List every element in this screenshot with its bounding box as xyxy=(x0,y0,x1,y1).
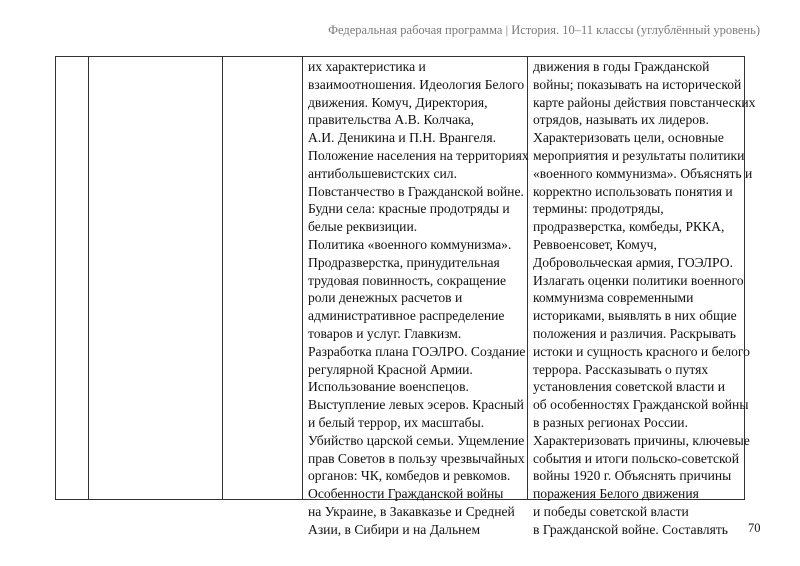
text-line: прав Советов в пользу чрезвычайных xyxy=(308,450,525,466)
text-line: коммунизма современными xyxy=(533,290,694,306)
text-line: белые реквизиции. xyxy=(308,219,418,235)
text-line: регулярной Красной Армии. xyxy=(308,361,473,377)
text-line: об особенностях Гражданской войны xyxy=(533,397,749,413)
column-divider xyxy=(222,57,223,499)
text-line: «военного коммунизма». Объяснять и xyxy=(533,165,753,181)
text-line: положения и различия. Раскрывать xyxy=(533,325,736,341)
text-line: Повстанчество в Гражданской войне. xyxy=(308,183,524,199)
text-line: трудовая повинность, сокращение xyxy=(308,272,507,288)
text-line: Убийство царской семьи. Ущемление xyxy=(308,432,525,448)
activities-cell xyxy=(533,58,755,539)
text-line: на Украине, в Закавказье и Средней xyxy=(308,503,515,519)
text-line: в Гражданской войне. Составлять xyxy=(533,521,728,537)
text-line: Использование военспецов. xyxy=(308,379,469,395)
column-divider xyxy=(88,57,89,499)
text-line: Политика «военного коммунизма». xyxy=(308,236,512,252)
text-line: правительства А.В. Колчака, xyxy=(308,112,474,128)
running-header: Федеральная рабочая программа | История. 10–11 классы (углублённый уровень) xyxy=(328,23,760,37)
text-line: роли денежных расчетов и xyxy=(308,290,463,306)
text-line: товаров и услуг. Главкизм. xyxy=(308,325,462,341)
text-line: продразверстка, комбеды, РККА, xyxy=(533,219,725,235)
text-line: истоки и сущность красного и белого xyxy=(533,343,750,359)
column-divider xyxy=(302,57,303,499)
text-line: Продразверстка, принудительная xyxy=(308,254,500,270)
text-line: поражения Белого движения xyxy=(533,486,699,502)
text-line: террора. Рассказывать о путях xyxy=(533,361,709,377)
text-line: Положение населения на территориях xyxy=(308,147,529,163)
text-line: органов: ЧК, комбедов и ревкомов. xyxy=(308,468,511,484)
text-line: термины: продотряды, xyxy=(533,201,664,217)
text-line: отрядов, называть их лидеров. xyxy=(533,112,709,128)
text-line: мероприятия и результаты политики xyxy=(533,147,745,163)
text-line: установления советской власти и xyxy=(533,379,726,395)
text-line: Добровольческая армия, ГОЭЛРО. xyxy=(533,254,733,270)
text-line: Особенности Гражданской войны xyxy=(308,486,504,502)
page-number: 70 xyxy=(748,521,761,535)
text-line: Азии, в Сибири и на Дальнем xyxy=(308,521,481,537)
text-line: карте районы действия повстанческих xyxy=(533,94,756,110)
text-line: войны; показывать на исторической xyxy=(533,76,742,92)
text-line: и победы советской власти xyxy=(533,503,689,519)
text-line: А.И. Деникина и П.Н. Врангеля. xyxy=(308,130,496,146)
content-cell xyxy=(308,58,529,539)
text-line: взаимоотношения. Идеология Белого xyxy=(308,76,525,92)
text-line: Разработка плана ГОЭЛРО. Создание xyxy=(308,343,526,359)
text-line: Характеризовать причины, ключевые xyxy=(533,432,750,448)
text-line: Излагать оценки политики военного xyxy=(533,272,744,288)
text-line: Реввоенсовет, Комуч, xyxy=(533,236,657,252)
text-line: административное распределение xyxy=(308,308,505,324)
text-line: движения. Комуч, Директория, xyxy=(308,94,488,110)
text-line: в разных регионах России. xyxy=(533,414,688,430)
text-line: и белый террор, их масштабы. xyxy=(308,414,485,430)
text-line: движения в годы Гражданской xyxy=(533,59,710,74)
text-line: Характеризовать цели, основные xyxy=(533,130,724,146)
text-line: антибольшевистских сил. xyxy=(308,165,457,181)
text-line: корректно использовать понятия и xyxy=(533,183,733,199)
text-line: Будни села: красные продотряды и xyxy=(308,201,510,217)
text-line: Выступление левых эсеров. Красный xyxy=(308,397,524,413)
text-line: войны 1920 г. Объяснять причины xyxy=(533,468,732,484)
text-line: историками, выявлять в них общие xyxy=(533,308,737,324)
text-line: события и итоги польско-советской xyxy=(533,450,739,466)
text-line: их характеристика и xyxy=(308,59,426,74)
